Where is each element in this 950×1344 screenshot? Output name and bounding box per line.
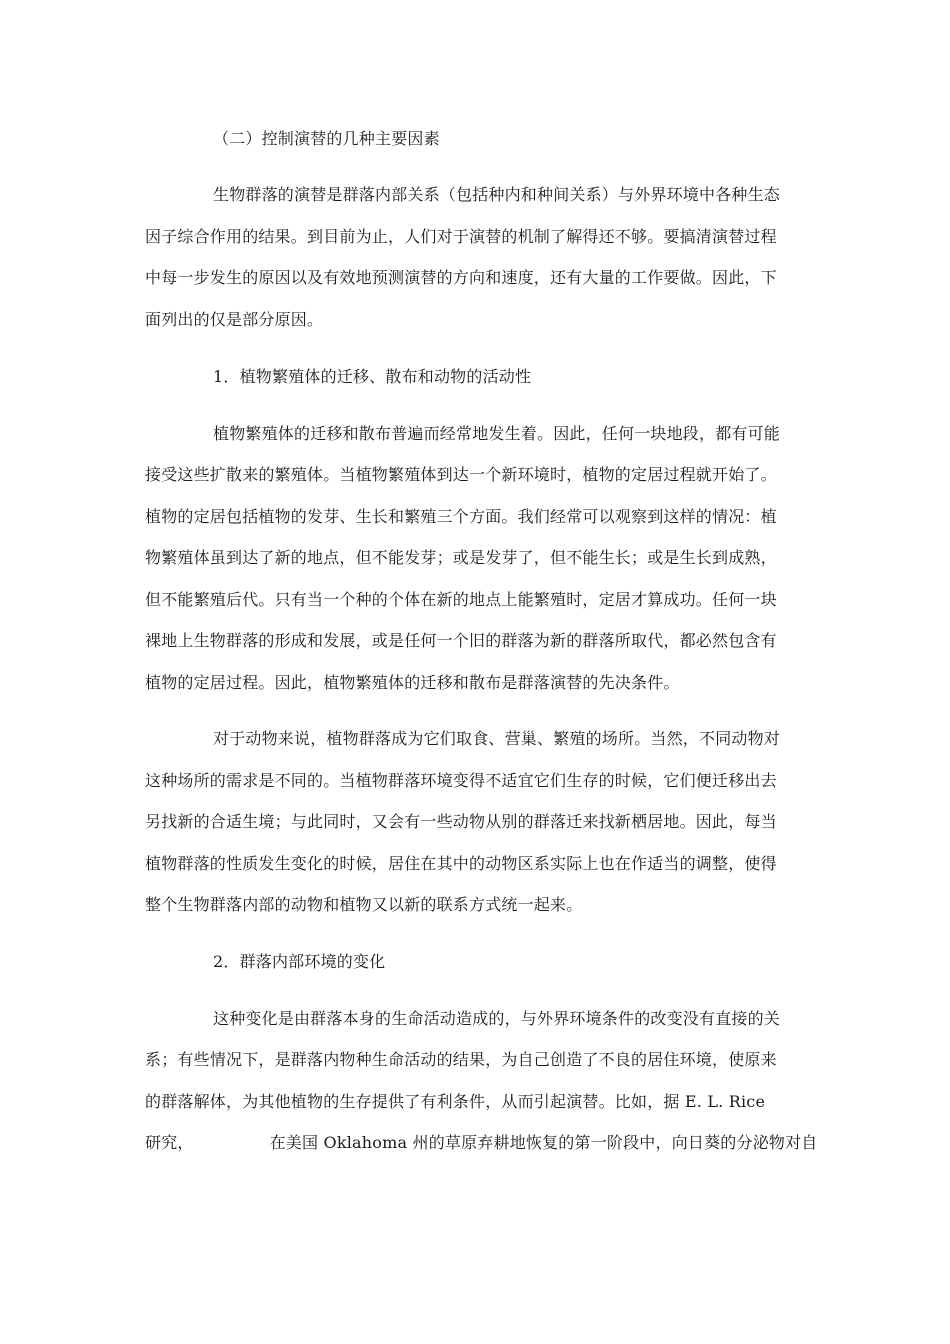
- item1-heading: 1．植物繁殖体的迁移、散布和动物的活动性: [213, 367, 532, 386]
- item1-para1-line-7: 植物的定居过程。因此，植物繁殖体的迁移和散布是群落演替的先决条件。: [145, 673, 680, 692]
- intro-line-3: 中每一步发生的原因以及有效地预测演替的方向和速度，还有大量的工作要做。因此，下: [145, 268, 777, 287]
- item1-para2-line-5: 整个生物群落内部的动物和植物又以新的联系方式统一起来。: [145, 895, 583, 914]
- item2-para1-line-2: 系；有些情况下，是群落内物种生命活动的结果，为自己创造了不良的居住环境，使原来: [145, 1050, 777, 1069]
- item1-para2-line-4: 植物群落的性质发生变化的时候，居住在其中的动物区系实际上也在作适当的调整，使得: [145, 854, 777, 873]
- item2-para1-line-3: 的群落解体，为其他植物的生存提供了有利条件，从而引起演替。比如，据 E. L. Rice: [145, 1092, 766, 1111]
- item1-para1-line-4: 物繁殖体虽到达了新的地点，但不能发芽；或是发芽了，但不能生长；或是生长到成熟，: [145, 548, 777, 567]
- section-heading: （二）控制演替的几种主要因素: [213, 129, 440, 148]
- item1-para1-line-3: 植物的定居包括植物的发芽、生长和繁殖三个方面。我们经常可以观察到这样的情况：植: [145, 507, 777, 526]
- item1-para2-line-2: 这种场所的需求是不同的。当植物群落环境变得不适宜它们生存的时候，它们便迁移出去: [145, 771, 777, 790]
- item2-heading: 2．群落内部环境的变化: [213, 952, 386, 971]
- item1-para1-line-1: 植物繁殖体的迁移和散布普遍而经常地发生着。因此，任何一块地段，都有可能: [213, 424, 781, 443]
- item2-last-line-end: 在美国 Oklahoma 州的草原弃耕地恢复的第一阶段中，向日葵的分泌物对自: [269, 1133, 818, 1152]
- item2-para1-line-4: [145, 1133, 818, 1153]
- item1-para2-line-3: 另找新的合适生境；与此同时，又会有一些动物从别的群落迁来找新栖居地。因此，每当: [145, 812, 777, 831]
- intro-line-2: 因子综合作用的结果。到目前为止，人们对于演替的机制了解得还不够。要搞清演替过程: [145, 227, 777, 246]
- item1-para1-line-5: 但不能繁殖后代。只有当一个种的个体在新的地点上能繁殖时，定居才算成功。任何一块: [145, 590, 777, 609]
- item2-last-line-start: 研究，: [145, 1133, 194, 1152]
- item2-para1-line-1: 这种变化是由群落本身的生命活动造成的，与外界环境条件的改变没有直接的关: [213, 1009, 781, 1028]
- item1-para1-line-2: 接受这些扩散来的繁殖体。当植物繁殖体到达一个新环境时，植物的定居过程就开始了。: [145, 465, 777, 484]
- item1-para2-line-1: 对于动物来说，植物群落成为它们取食、营巢、繁殖的场所。当然，不同动物对: [213, 729, 781, 748]
- intro-line-4: 面列出的仅是部分原因。: [145, 310, 324, 329]
- intro-line-1: 生物群落的演替是群落内部关系（包括种内和种间关系）与外界环境中各种生态: [213, 185, 781, 204]
- item1-para1-line-6: 裸地上生物群落的形成和发展，或是任何一个旧的群落为新的群落所取代，都必然包含有: [145, 631, 777, 650]
